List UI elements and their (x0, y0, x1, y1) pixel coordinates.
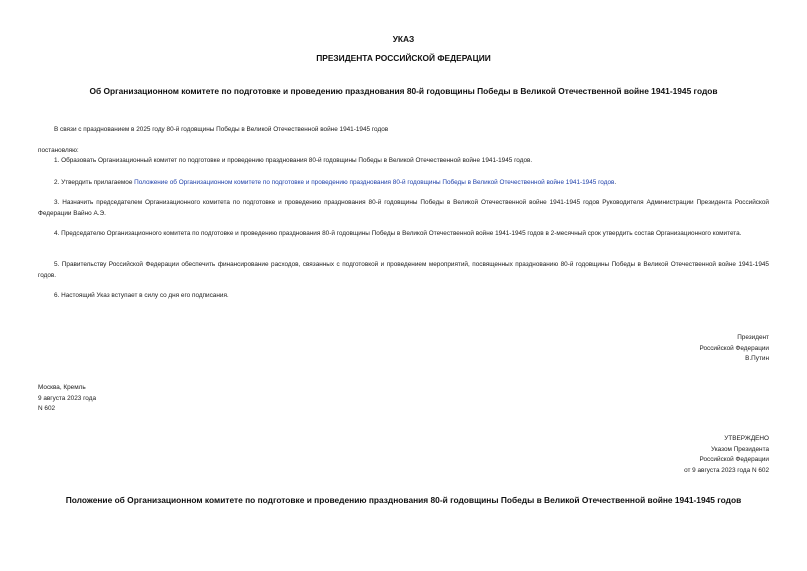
resolve-paragraph (38, 146, 769, 157)
date-text: 9 августа 2023 года (38, 394, 96, 402)
approved-label: УТВЕРЖДЕНО (724, 435, 769, 442)
approved-country: Российской Федерации (699, 456, 769, 463)
regulation-title: Положение об Организационном комитете по подготовке и проведению празднования 80-й годовщины Победы в Великой Отечественной войне 1941-1945 годов (65, 495, 742, 505)
signature-position: Президент (737, 334, 769, 341)
place-date-block (38, 383, 96, 415)
item-1-text: 1. Образовать Организационный комитет по подготовке и проведению празднования 80-й годовщины Победы в Великой Отечественной войне 1941-1945 годов. (54, 157, 533, 164)
resolve-text: постановляю: (38, 147, 79, 154)
item-3-text: 3. Назначить председателем Организационного комитета по подготовке и проведению празднования 80-й годовщины Победы в Великой Отечественной войне 1941-1945 годов Руководителя Администрации Президента Российской Федерации Вайно А.Э. (38, 199, 769, 217)
decree-name: Об Организационном комитете по подготовке и проведению празднования 80-й годовщины Победы в Великой Отечественной войне 1941-1945 годов (89, 86, 718, 96)
signature-name: В.Путин (745, 355, 769, 362)
number-text: N 602 (38, 405, 56, 412)
signature-block (700, 333, 770, 365)
item-3 (38, 198, 769, 219)
item-2-suffix: . (614, 179, 617, 186)
item-5-text: 5. Правительству Российской Федерации обеспечить финансирование расходов, связанных с подготовкой и проведением мероприятий, посвященных празднованию 80-й годовщины Победы в Великой Отечественной войне 1941-1945 годов. (38, 261, 769, 279)
approved-date: от 9 августа 2023 года N 602 (684, 466, 769, 474)
decree-subtitle: ПРЕЗИДЕНТА РОССИЙСКОЙ ФЕДЕРАЦИИ (316, 53, 491, 63)
item-4 (38, 229, 769, 240)
regulation-link[interactable]: Положение об Организационном комитете по подготовке и проведению празднования 80-й годовщины Победы в Великой Отечественной войне 1941-1945 годов (134, 179, 615, 186)
item-4-text: 4. Председателю Организационного комитета по подготовке и проведению празднования 80-й годовщины Победы в Великой Отечественной войне 1941-1945 годов в 2-месячный срок утвердить состав Организационного комитета. (54, 230, 742, 237)
item-6 (38, 291, 769, 302)
place-text: Москва, Кремль (38, 384, 86, 391)
item-2-prefix: 2. Утвердить прилагаемое (54, 179, 135, 186)
item-5 (38, 260, 769, 281)
item-1 (38, 156, 769, 167)
item-6-text: 6. Настоящий Указ вступает в силу со дня его подписания. (54, 292, 229, 299)
intro-paragraph (38, 125, 769, 136)
item-2 (38, 178, 769, 189)
approved-by: Указом Президента (710, 445, 769, 453)
intro-text: В связи с празднованием в 2025 году 80-й годовщины Победы в Великой Отечественной войне 1941-1945 годов (54, 126, 389, 133)
signature-country: Российской Федерации (699, 344, 769, 352)
decree-title: УКАЗ (392, 34, 415, 44)
approved-block (684, 434, 769, 476)
